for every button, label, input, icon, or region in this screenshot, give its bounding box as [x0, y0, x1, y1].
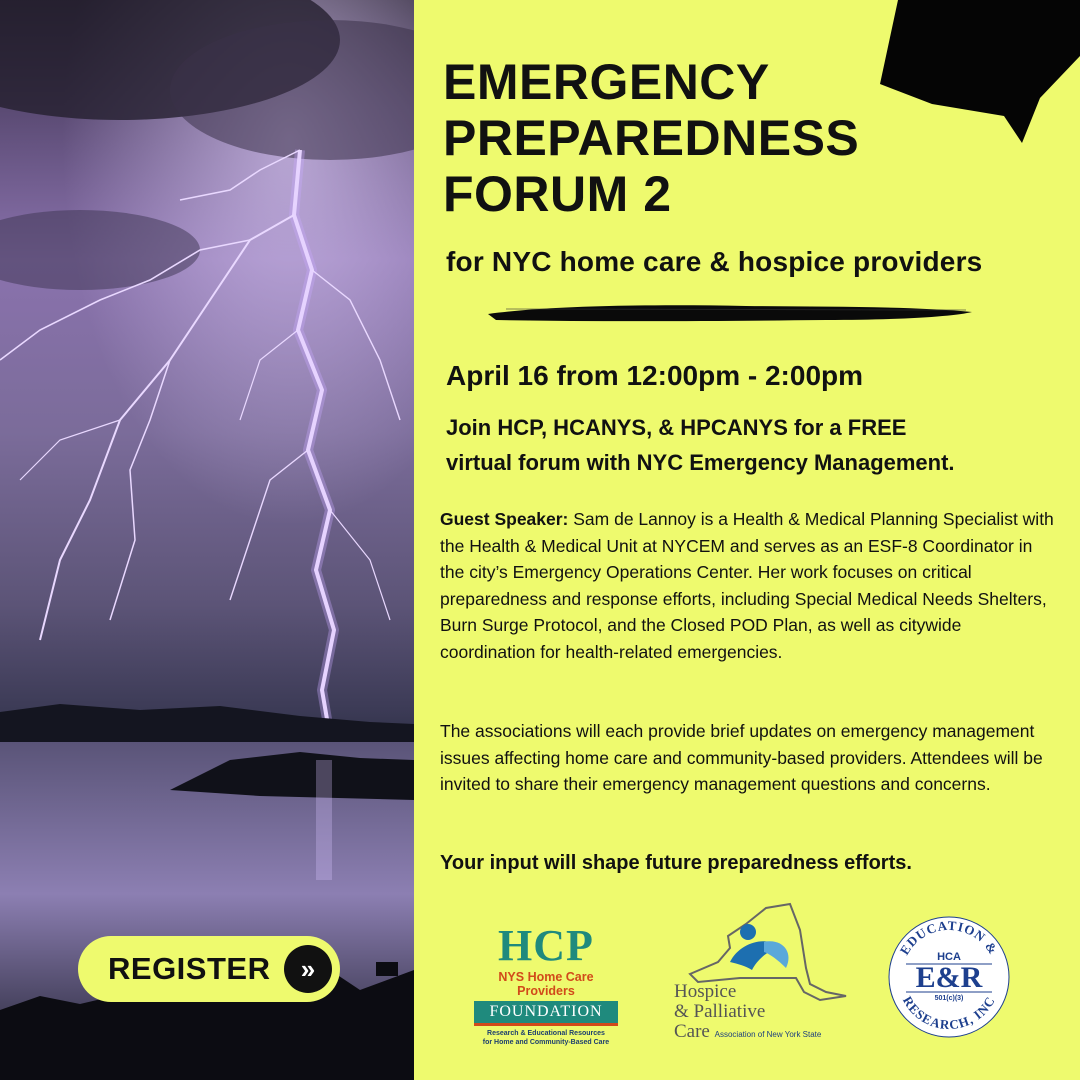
hcp-name: NYS Home Care Providers	[498, 970, 594, 998]
guest-speaker-text: Sam de Lannoy is a Health & Medical Planning Specialist with the Health & Medical Unit at NYCEM and serves as an ESF-8 Coordinator in the city’s Emergency Operations Center. Her work focuses on critical preparedness and response efforts, including Special Medical Needs Shelters, Burn Surge Protocol, and the Closed POD Plan, as well as citywide coordination for health-related emergencies.	[440, 509, 1054, 662]
double-chevron-right-icon: »	[284, 945, 332, 993]
register-label: REGISTER	[108, 951, 271, 986]
hcp-mark: HCP	[498, 921, 594, 970]
er-bottom-text: RESEARCH, INC	[899, 993, 999, 1033]
hcp-tagline-2: for Home and Community-Based Care	[482, 1039, 610, 1046]
hpc-wordmark	[674, 982, 821, 1045]
hpcanys-logo	[670, 902, 850, 1052]
event-date-time: April 16 from 12:00pm - 2:00pm	[446, 360, 864, 391]
hpc-line1: Hospice	[674, 981, 737, 1002]
er-center: E&R	[915, 961, 983, 994]
register-button[interactable]	[78, 936, 340, 1002]
title-line: FORUM 2	[443, 166, 672, 222]
lightning-illustration	[0, 0, 414, 1080]
title-line: PREPAREDNESS	[443, 110, 860, 166]
hpc-line3: Care	[674, 1021, 710, 1042]
guest-speaker-label: Guest Speaker:	[440, 509, 569, 529]
hpc-line2: & Palliative	[674, 1001, 766, 1022]
er-center-top: HCA	[937, 951, 961, 963]
join-line: virtual forum with NYC Emergency Management.	[446, 450, 955, 475]
associations-paragraph: The associations will each provide brief updates on emergency management issues affecting home care and community-based providers. Attendees will be invited to share their emergency management questions and concerns.	[440, 721, 1043, 794]
join-line: Join HCP, HCANYS, & HPCANYS for a FREE	[446, 415, 907, 440]
title-line: EMERGENCY	[443, 54, 770, 110]
er-sub: 501(c)(3)	[934, 995, 964, 1002]
brush-stroke-divider	[486, 300, 976, 326]
er-top-text: EDUCATION &	[896, 917, 1002, 958]
guest-speaker-bio	[440, 506, 1055, 665]
subtitle: for NYC home care & hospice providers	[446, 246, 983, 277]
hcp-tagline	[468, 1029, 624, 1047]
storm-photo	[0, 0, 414, 1080]
join-announcement	[446, 410, 955, 480]
page-title	[443, 54, 859, 222]
hca-er-logo	[884, 912, 1014, 1042]
hcp-tagline-1: Research & Educational Resources	[487, 1030, 605, 1037]
corner-decoration	[880, 0, 1080, 145]
hcp-foundation-logo	[468, 921, 624, 1047]
hpc-line3-small: Association of New York State	[714, 1030, 822, 1039]
input-statement: Your input will shape future preparedness efforts.	[440, 852, 912, 874]
hcp-foundation: FOUNDATION	[474, 1001, 618, 1026]
